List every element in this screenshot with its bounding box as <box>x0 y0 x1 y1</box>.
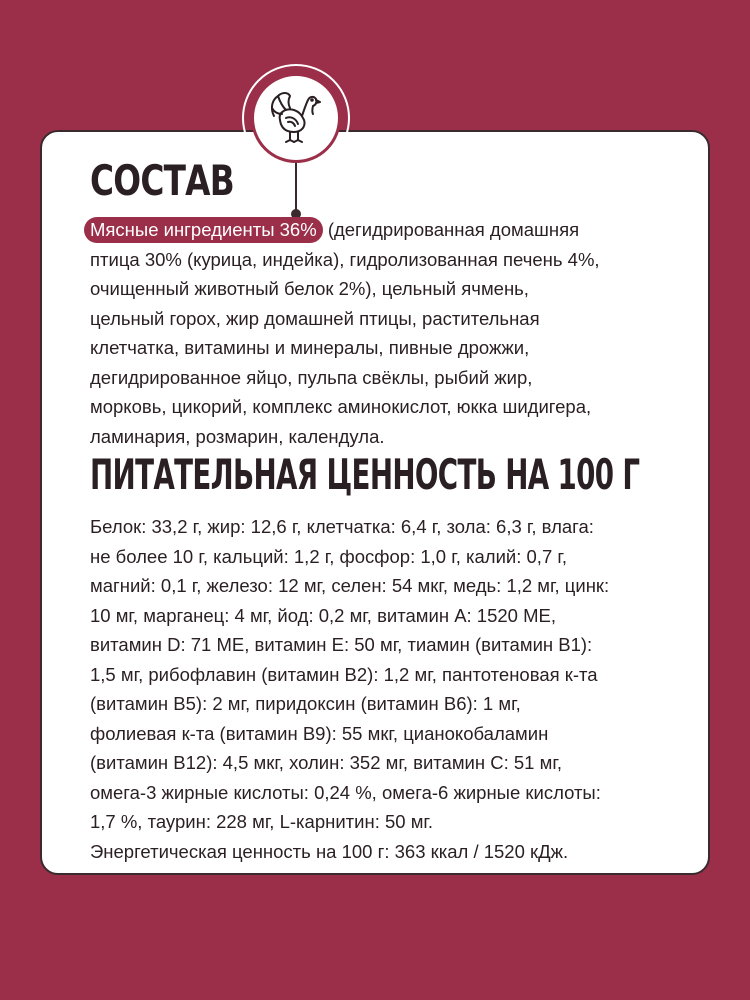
meat-ingredients-highlight: Мясные ингредиенты 36% <box>84 217 323 243</box>
nutrition-line: 1,7 %, таурин: 228 мг, L-карнитин: 50 мг. <box>90 811 434 832</box>
nutrition-line: (витамин В5): 2 мг, пиридоксин (витамин В6): 1 мг, <box>90 693 521 714</box>
composition-line: цельный горох, жир домашней птицы, растительная <box>90 307 540 329</box>
composition-heading: СОСТАВ <box>90 156 234 205</box>
badge-connector-line <box>295 163 297 215</box>
turkey-icon <box>266 86 326 148</box>
nutrition-line: не более 10 г, кальций: 1,2 г, фосфор: 1,0 г, калий: 0,7 г, <box>90 545 567 567</box>
nutrition-line: фолиевая к-та (витамин В9): 55 мкг, цианокобаламин <box>90 722 549 744</box>
composition-line: ламинария, розмарин, календула. <box>90 425 385 447</box>
nutrition-line: омега-3 жирные кислоты: 0,24 %, омега-6 жирные кислоты: <box>90 781 601 803</box>
composition-line: птица 30% (курица, индейка), гидролизованная печень 4%, <box>90 248 600 270</box>
composition-line: клетчатка, витамины и минералы, пивные дрожжи, <box>90 337 530 358</box>
nutrition-line: магний: 0,1 г, железо: 12 мг, селен: 54 мкг, медь: 1,2 мг, цинк: <box>90 575 610 596</box>
nutrition-line: 1,5 мг, рибофлавин (витамин В2): 1,2 мг, пантотеновая к-та <box>90 663 598 685</box>
composition-text <box>90 215 670 451</box>
composition-line: морковь, цикорий, комплекс аминокислот, юкка шидигера, <box>90 396 592 417</box>
nutrition-line: Энергетическая ценность на 100 г: 363 ккал / 1520 кДж. <box>90 840 569 862</box>
composition-line: дегидрированное яйцо, пульпа свёклы, рыбий жир, <box>90 366 533 388</box>
nutrition-heading: ПИТАТЕЛЬНАЯ ЦЕННОСТЬ НА 100 Г <box>90 450 640 499</box>
composition-line: Мясные ингредиенты 36% (дегидрированная домашняя <box>90 215 670 245</box>
nutrition-line: Белок: 33,2 г, жир: 12,6 г, клетчатка: 6,4 г, зола: 6,3 г, влага: <box>90 516 594 537</box>
nutrition-line: 10 мг, марганец: 4 мг, йод: 0,2 мг, витамин А: 1520 МЕ, <box>90 604 556 626</box>
nutrition-line: витамин D: 71 МЕ, витамин Е: 50 мг, тиамин (витамин В1): <box>90 634 593 655</box>
nutrition-text <box>90 512 670 866</box>
nutrition-line: (витамин В12): 4,5 мкг, холин: 352 мг, витамин С: 51 мг, <box>90 752 562 773</box>
composition-line: очищенный животный белок 2%), цельный ячмень, <box>90 278 529 299</box>
